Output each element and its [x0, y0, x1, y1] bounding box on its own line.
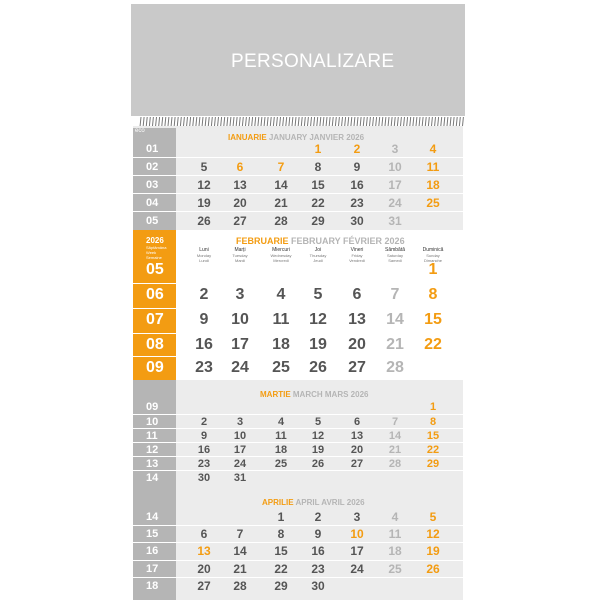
weekday-label — [300, 248, 336, 263]
day-cell: 27 — [233, 214, 247, 228]
header-title: PERSONALIZARE — [231, 51, 395, 72]
weekday-fr: Mercredi — [273, 258, 289, 263]
day-cell: 28 — [388, 458, 402, 470]
day-cell: 14 — [233, 544, 247, 558]
day-cell: 28 — [386, 359, 404, 376]
day-cell: 2 — [314, 510, 322, 524]
day-cell: 6 — [236, 160, 244, 174]
day-cell: 16 — [311, 544, 325, 558]
day-cell: 18 — [274, 444, 288, 456]
row-divider — [133, 560, 463, 561]
january-title-fr: JANVIER — [309, 133, 347, 142]
day-cell: 14 — [388, 430, 402, 442]
row-divider — [133, 577, 463, 578]
weekday-en: Wednesday — [270, 253, 292, 258]
day-cell: 15 — [274, 544, 288, 558]
week-number: 03 — [146, 179, 159, 191]
day-cell: 10 — [233, 430, 247, 442]
day-cell: 25 — [272, 359, 290, 376]
day-cell: 25 — [274, 458, 288, 470]
day-cell: 31 — [233, 472, 247, 484]
day-cell: 12 — [197, 178, 211, 192]
day-cell: 5 — [200, 160, 208, 174]
day-cell: 25 — [426, 196, 440, 210]
row-divider — [133, 525, 463, 526]
row-divider — [133, 211, 463, 212]
weekday-ro: Joi — [314, 247, 322, 253]
weekday-en: Sunday — [426, 253, 440, 258]
day-cell: 10 — [388, 160, 402, 174]
week-number: 07 — [146, 311, 164, 328]
row-divider — [133, 308, 463, 309]
march-title-ro: MARTIE — [260, 390, 293, 399]
row-divider — [133, 193, 463, 194]
day-cell: 23 — [197, 458, 211, 470]
day-cell: 7 — [390, 286, 400, 303]
day-cell: 27 — [348, 359, 366, 376]
row-divider — [133, 542, 463, 543]
day-cell: 11 — [388, 527, 402, 541]
day-cell: 29 — [426, 458, 440, 470]
week-number: 09 — [146, 359, 164, 376]
day-cell: 2 — [353, 142, 361, 156]
day-cell: 10 — [350, 527, 364, 541]
weekday-ro: Vineri — [350, 247, 364, 253]
day-cell: 13 — [350, 430, 364, 442]
day-cell: 7 — [236, 527, 244, 541]
april-title-fr: AVRIL — [321, 498, 347, 507]
day-cell: 1 — [429, 401, 437, 413]
week-number: 12 — [146, 444, 159, 456]
day-cell: 8 — [428, 286, 438, 303]
day-cell: 11 — [272, 311, 290, 328]
personalization-header — [131, 4, 465, 116]
march-title-fr: MARS — [324, 390, 351, 399]
january-title-yr: 2026 — [346, 133, 365, 142]
day-cell: 24 — [233, 458, 247, 470]
day-cell: 25 — [388, 562, 402, 576]
day-cell: 19 — [426, 544, 440, 558]
day-cell: 3 — [391, 142, 399, 156]
day-cell: 7 — [391, 416, 399, 428]
weekday-en: Tuesday — [232, 253, 248, 258]
week-number: 10 — [146, 416, 159, 428]
day-cell: 4 — [429, 142, 437, 156]
day-cell: 14 — [386, 311, 404, 328]
week-number: 14 — [146, 472, 159, 484]
day-cell: 19 — [197, 196, 211, 210]
day-cell: 26 — [311, 458, 325, 470]
day-cell: 11 — [426, 160, 440, 174]
week-number: 11 — [146, 430, 158, 442]
day-cell: 14 — [274, 178, 288, 192]
weekday-label — [377, 248, 413, 263]
day-cell: 8 — [314, 160, 322, 174]
day-cell: 1 — [277, 510, 285, 524]
day-cell: 18 — [272, 336, 290, 353]
day-cell: 16 — [195, 336, 213, 353]
day-cell: 30 — [311, 579, 325, 593]
day-cell: 24 — [350, 562, 364, 576]
day-cell: 20 — [233, 196, 247, 210]
weekday-ro: Sâmbătă — [384, 247, 405, 253]
day-cell: 8 — [277, 527, 285, 541]
day-cell: 9 — [200, 430, 208, 442]
day-cell: 26 — [197, 214, 211, 228]
weekday-en: Monday — [196, 253, 212, 258]
week-number: 17 — [146, 563, 159, 575]
weekday-fr: Samedi — [388, 258, 402, 263]
brand-logo: eco — [135, 128, 145, 134]
february-title-yr: 2026 — [384, 236, 405, 246]
day-cell: 18 — [426, 178, 440, 192]
day-cell: 28 — [274, 214, 288, 228]
february-title-fr: FÉVRIER — [343, 236, 385, 246]
day-cell: 13 — [197, 544, 211, 558]
week-number: 05 — [146, 215, 159, 227]
day-cell: 21 — [388, 444, 402, 456]
day-cell: 4 — [277, 416, 285, 428]
week-number: 02 — [146, 161, 159, 173]
weekday-fr: Mardi — [234, 258, 245, 263]
april-title-yr: 2026 — [346, 498, 365, 507]
day-cell: 28 — [233, 579, 247, 593]
weekday-en: Friday — [351, 253, 363, 258]
day-cell: 8 — [429, 416, 437, 428]
april-title-ro: APRILIE — [262, 498, 296, 507]
weekday-en: Saturday — [386, 253, 403, 258]
march-title-en: MARCH — [292, 390, 325, 399]
side-week-label: Semaine — [146, 255, 162, 260]
week-number: 01 — [146, 143, 159, 155]
march-title-yr: 2026 — [350, 390, 369, 399]
row-divider — [133, 283, 463, 284]
day-cell: 17 — [350, 544, 364, 558]
day-cell: 15 — [424, 311, 442, 328]
weekday-label — [186, 248, 222, 263]
day-cell: 4 — [391, 510, 399, 524]
week-number: 14 — [146, 511, 159, 523]
day-cell: 9 — [199, 311, 209, 328]
side-week-label: Săptămâna — [146, 245, 167, 250]
day-cell: 13 — [348, 311, 366, 328]
day-cell: 7 — [277, 160, 285, 174]
weekday-fr: Jeudi — [313, 258, 323, 263]
weekday-en: Thursday — [309, 253, 327, 258]
row-divider — [133, 414, 463, 415]
day-cell: 2 — [200, 416, 208, 428]
day-cell: 12 — [309, 311, 327, 328]
day-cell: 26 — [309, 359, 327, 376]
day-cell: 9 — [353, 160, 361, 174]
week-number: 18 — [146, 580, 159, 592]
day-cell: 26 — [426, 562, 440, 576]
day-cell: 17 — [231, 336, 249, 353]
day-cell: 9 — [314, 527, 322, 541]
day-cell: 6 — [200, 527, 208, 541]
day-cell: 3 — [353, 510, 361, 524]
weekday-ro: Luni — [199, 247, 209, 253]
weekday-ro: Marți — [234, 247, 246, 253]
day-cell: 31 — [388, 214, 402, 228]
april-title — [262, 498, 365, 507]
weekday-label — [339, 248, 375, 263]
weekday-label — [222, 248, 258, 263]
february-title-en: FEBRUARY — [291, 236, 344, 246]
week-number: 04 — [146, 197, 159, 209]
row-divider — [133, 157, 463, 158]
day-cell: 2 — [199, 286, 209, 303]
day-cell: 23 — [350, 196, 364, 210]
side-year: 2026 — [146, 236, 164, 245]
day-cell: 22 — [426, 444, 440, 456]
day-cell: 4 — [276, 286, 286, 303]
march-title — [260, 390, 368, 399]
january-title-ro: IANUARIE — [228, 133, 269, 142]
day-cell: 16 — [350, 178, 364, 192]
day-cell: 22 — [311, 196, 325, 210]
weekday-label — [263, 248, 299, 263]
day-cell: 17 — [388, 178, 402, 192]
week-number: 09 — [146, 401, 159, 413]
week-number: 13 — [146, 458, 159, 470]
day-cell: 21 — [386, 336, 404, 353]
day-cell: 17 — [233, 444, 247, 456]
day-cell: 27 — [197, 579, 211, 593]
row-divider — [133, 470, 463, 471]
day-cell: 27 — [350, 458, 364, 470]
weekday-fr: Vendredi — [349, 258, 365, 263]
row-divider — [133, 456, 463, 457]
weekday-ro: Duminică — [422, 247, 444, 253]
april-title-en: APRIL — [295, 498, 322, 507]
day-cell: 21 — [274, 196, 288, 210]
day-cell: 15 — [311, 178, 325, 192]
day-cell: 20 — [348, 336, 366, 353]
day-cell: 24 — [231, 359, 249, 376]
day-cell: 12 — [426, 527, 440, 541]
row-divider — [133, 356, 463, 357]
week-number: 08 — [146, 336, 164, 353]
day-cell: 19 — [309, 336, 327, 353]
day-cell: 1 — [428, 261, 438, 278]
day-cell: 3 — [235, 286, 245, 303]
day-cell: 29 — [311, 214, 325, 228]
row-divider — [133, 428, 463, 429]
day-cell: 15 — [426, 430, 440, 442]
day-cell: 6 — [352, 286, 362, 303]
day-cell: 5 — [314, 416, 322, 428]
weekday-fr: Lundi — [199, 258, 209, 263]
weekday-fr: Dimanche — [423, 258, 442, 263]
day-cell: 21 — [233, 562, 247, 576]
day-cell: 6 — [353, 416, 361, 428]
week-number: 15 — [146, 528, 159, 540]
february-title-ro: FEBRUARIE — [236, 236, 292, 246]
row-divider — [133, 333, 463, 334]
weekday-ro: Miercuri — [272, 247, 290, 253]
day-cell: 30 — [350, 214, 364, 228]
day-cell: 5 — [313, 286, 323, 303]
day-cell: 10 — [231, 311, 249, 328]
day-cell: 19 — [311, 444, 325, 456]
day-cell: 12 — [311, 430, 325, 442]
day-cell: 30 — [197, 472, 211, 484]
side-week-label: Week — [146, 250, 157, 255]
january-title-en: JANUARY — [268, 133, 310, 142]
day-cell: 23 — [195, 359, 213, 376]
day-cell: 20 — [350, 444, 364, 456]
day-cell: 5 — [429, 510, 437, 524]
february-title — [236, 236, 405, 246]
day-cell: 24 — [388, 196, 402, 210]
week-number: 06 — [146, 286, 164, 303]
row-divider — [133, 175, 463, 176]
day-cell: 29 — [274, 579, 288, 593]
week-number: 05 — [146, 261, 164, 278]
day-cell: 22 — [424, 336, 442, 353]
day-cell: 16 — [197, 444, 211, 456]
day-cell: 18 — [388, 544, 402, 558]
week-number: 16 — [146, 545, 159, 557]
day-cell: 11 — [275, 430, 287, 442]
day-cell: 20 — [197, 562, 211, 576]
day-cell: 3 — [236, 416, 244, 428]
day-cell: 13 — [233, 178, 247, 192]
row-divider — [133, 442, 463, 443]
day-cell: 22 — [274, 562, 288, 576]
day-cell: 1 — [314, 142, 322, 156]
day-cell: 23 — [311, 562, 325, 576]
